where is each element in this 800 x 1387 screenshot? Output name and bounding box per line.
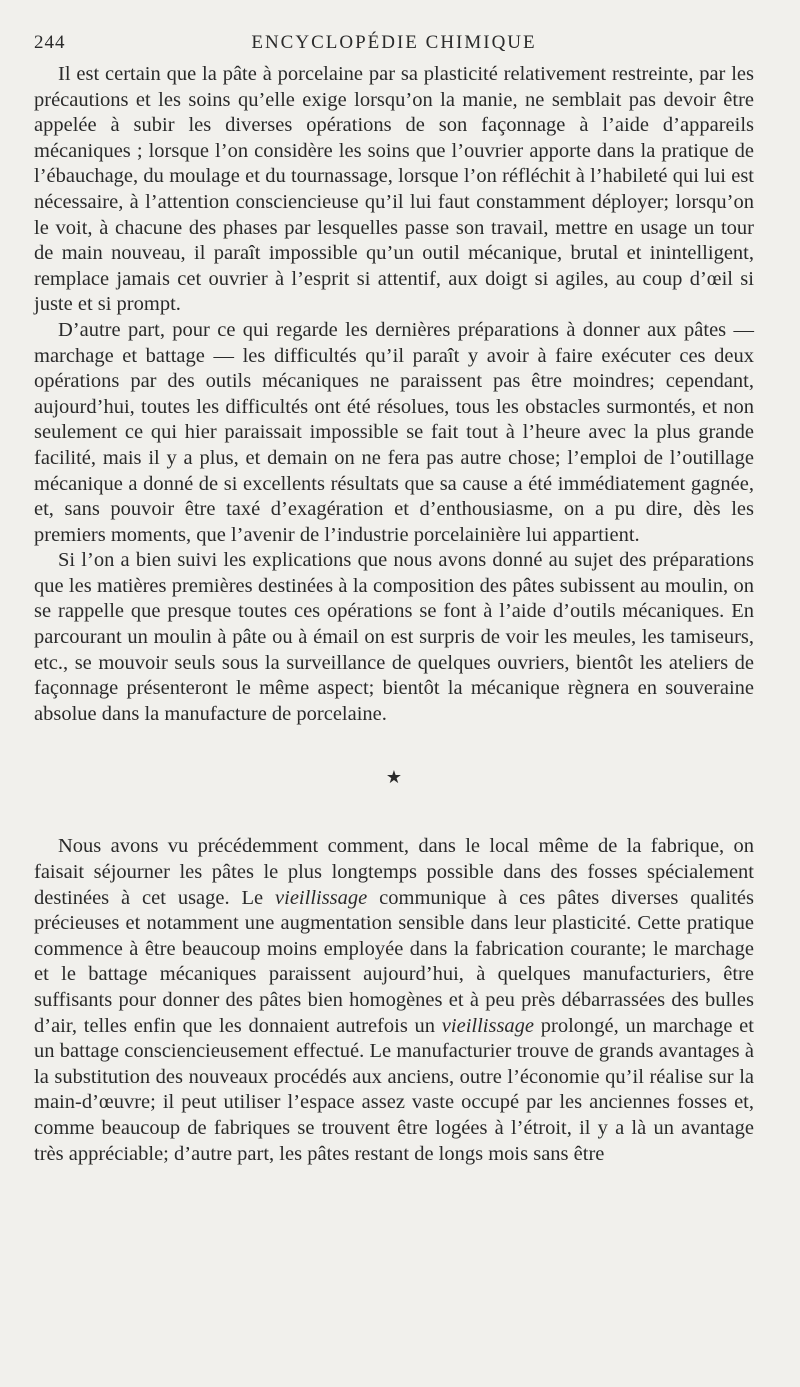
paragraph: Si l’on a bien suivi les explications que nous avons donné au sujet des préparations que les matières premières destinées à la composition des pâtes subissent au moulin, on se rappelle que presque toutes ces opérations se font à l’aide d’outils mécaniques. En parcourant un moulin à pâte ou à émail on est surpris de voir les meules, les tamiseurs, etc., se mouvoir seuls sous la surveillance de quelques ouvriers, bientôt les ateliers de façonnage présenteront le même aspect; bientôt la mécanique règnera en souveraine absolue dans la manufacture de porcelaine. bbox=[34, 549, 754, 725]
paragraph: Il est certain que la pâte à porcelaine par sa plasticité relativement restreinte, par les précautions et les soins qu’elle exige lorsqu’on la manie, ne semblait pas devoir être appelée à subir les diverses opérations de son façonnage à l’aide d’appareils mécaniques ; lorsque l’on considère les soins que l’ouvrier apporte dans la pratique de l’ébauchage, du moulage et du tournassage, lorsque l’on réfléchit à l’habileté qui lui est nécessaire, à l’attention consciencieuse qu’il lui faut constamment déployer; lorsqu’on le voit, à chacune des phases par lesquelles passe son travail, mettre en usage un tour de main nouveau, il paraît impossible qu’un outil mécanique, brutal et inintelligent, remplace jamais cet ouvrier à l’esprit si attentif, aux doigt si agiles, au coup d’œil si juste et si prompt. bbox=[34, 63, 754, 316]
paragraph-text: communique à ces pâtes diverses qualités précieuses et notamment une augmentation sensible dans leur plasticité. Cette pratique commence à être beaucoup moins employée dans la fabrication courante; le marchage et le battage mécaniques paraissent aujourd’hui, à quelques manufacturiers, être suffisants pour donner des pâtes bien homogènes et à peu près débarrassées des bulles d’air, telles enfin que les donnaient autrefois un bbox=[34, 886, 754, 1037]
section-break-star: ★ bbox=[385, 767, 403, 788]
running-header bbox=[34, 32, 754, 56]
paragraph bbox=[34, 834, 754, 1167]
body-text bbox=[34, 62, 754, 1167]
paragraph-text: prolongé, un marchage et un battage consciencieusement effectué. Le manufacturier trouve de grands avantages à la substitution des nouveaux procédés aux anciens, outre l’économie qu’il réalise sur la main-d’œuvre; il peut utiliser l’espace assez vaste occupé par les anciennes fosses et, comme beaucoup de fabriques se trouvent être logées à l’étroit, il y a là un avantage très appréciable; d’autre part, les pâtes restant de longs mois sans être bbox=[34, 1014, 754, 1165]
italic-term: vieillissage bbox=[441, 1014, 535, 1037]
page-number: 244 bbox=[34, 32, 66, 53]
paragraph-text: Nous avons vu précédemment comment, dans le local même de la fabrique, on faisait séjourner les pâtes le plus longtemps possible dans des fosses spécialement destinées à cet usage. Le bbox=[34, 835, 754, 909]
paragraph: D’autre part, pour ce qui regarde les dernières préparations à donner aux pâtes — marchage et battage — les difficultés qu’il paraît y avoir à faire exécuter ces deux opérations par des outils mécaniques ne paraissent pas être moindres; cependant, aujourd’hui, toutes les difficultés ont été résolues, tous les obstacles surmontés, et non seulement ce qui hier paraissait impossible se fait tout à l’heure avec la plus grande facilité, mais il y a plus, et demain on ne fera pas autre chose; l’emploi de l’outillage mécanique a donné de si excellents résultats que sa cause a été immédiatement gagnée, et, sans pouvoir être taxé d’exagération et d’enthousiasme, on a pu dire, dès les premiers moments, que l’avenir de l’industrie porcelainière lui appartient. bbox=[34, 318, 754, 546]
italic-term: vieillissage bbox=[275, 886, 368, 909]
running-title: ENCYCLOPÉDIE CHIMIQUE bbox=[251, 32, 537, 53]
